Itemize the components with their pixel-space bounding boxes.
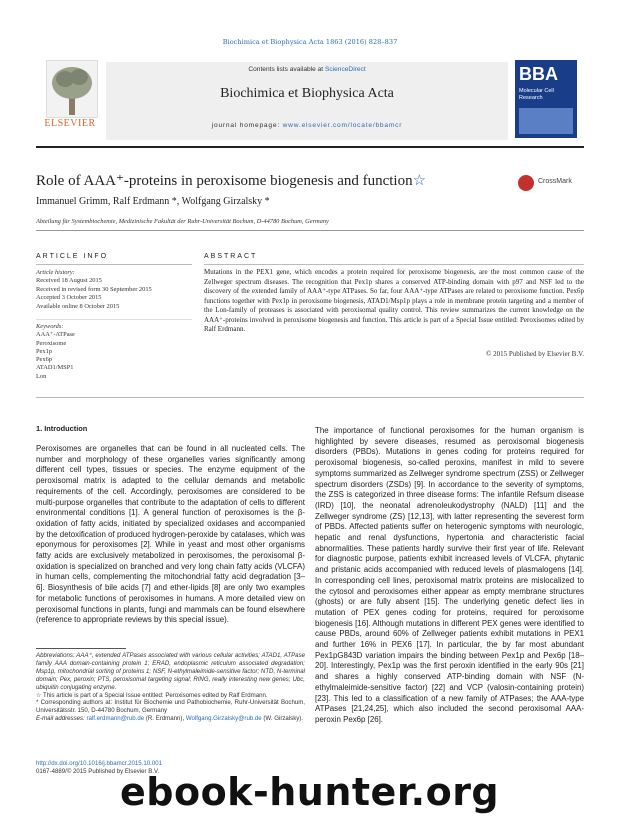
abstract-text: Mutations in the PEX1 gene, which encodes a protein required for peroxisome biogenesis, are the most common cause of the Zellweger spectrum diseases. The recognition that Pex1p shares a conserved ATP-binding domain with p97 and NSF led to the discovery of the extended family of AAA⁺-type ATPases. So far, four AAA⁺-type ATPases are related to peroxisome function. Pex6p functions together with Pex1p in peroxisome biogenesis, ATAD1/Msp1p plays a role in membrane protein targeting and a member of the Lon-family of proteases is associated with peroxisomal quality control. This review summarizes the current knowledge on the AAA⁺-proteins involved in peroxisome biogenesis and function. This article is part of a Special Issue entitled: Peroxisomes edited by Ralf Erdmann. xyxy=(204,268,584,334)
email-link-erdmann[interactable]: ralf.erdmann@rub.de xyxy=(86,715,145,723)
contents-line xyxy=(106,66,508,73)
keyword-item: Lon xyxy=(36,372,47,380)
abstract-copyright: © 2015 Published by Elsevier B.V. xyxy=(486,350,584,358)
history-item: Accepted 3 October 2015 xyxy=(36,294,102,302)
journal-title: Biochimica et Biophysica Acta xyxy=(220,86,394,101)
keyword-item: Pex1p xyxy=(36,347,52,355)
history-item: Received in revised form 30 September 2015 xyxy=(36,285,152,293)
watermark: ebook-hunter.org xyxy=(120,770,500,814)
elsevier-wordmark: ELSEVIER xyxy=(44,118,96,129)
journal-cover xyxy=(515,60,577,138)
crossmark-label: CrossMark xyxy=(538,178,572,185)
article-info-heading: ARTICLE INFO xyxy=(36,253,109,260)
crossmark-icon xyxy=(518,175,534,191)
issn-line: 0167-4889/© 2015 Published by Elsevier B.V. xyxy=(36,768,160,775)
journal-banner xyxy=(106,62,508,140)
email-link-girzalsky[interactable]: Wolfgang.Girzalsky@rub.de xyxy=(185,715,262,723)
article-info-rule xyxy=(36,264,192,265)
keyword-item: Pex6p xyxy=(36,356,52,364)
masthead-rule xyxy=(36,146,584,148)
article-title-text: Role of AAA⁺-proteins in peroxisome biogenesis and function xyxy=(36,173,413,189)
email-label: E-mail addresses: xyxy=(36,715,85,723)
elsevier-logo xyxy=(40,60,100,134)
homepage-line xyxy=(106,122,508,129)
authors: Immanuel Grimm, Ralf Erdmann *, Wolfgang Girzalsky * xyxy=(36,196,270,207)
affiliation: Abteilung für Systembiochemie, Medizinische Fakultät der Ruhr-Universität Bochum, D-44780 Bochum, Germany xyxy=(36,218,329,225)
email-name-erdmann: (R. Erdmann), xyxy=(145,715,185,723)
crossmark-badge[interactable] xyxy=(518,175,588,193)
keyword-item: ATAD1/MSP1 xyxy=(36,364,74,372)
sciencedirect-link[interactable]: ScienceDirect xyxy=(324,66,366,73)
doi-link[interactable]: http://dx.doi.org/10.1016/j.bbamcr.2015.10.001 xyxy=(36,760,163,767)
history-item: Received 18 August 2015 xyxy=(36,277,102,285)
footnote-rule xyxy=(36,648,126,649)
abstract-heading: ABSTRACT xyxy=(204,253,258,260)
history-item: Available online 8 October 2015 xyxy=(36,302,120,310)
homepage-prefix: journal homepage: xyxy=(211,122,280,129)
email-name-girzalsky: (W. Girzalsky). xyxy=(263,715,304,723)
cover-image xyxy=(519,108,573,134)
email-footnote xyxy=(36,715,305,723)
keywords-rule xyxy=(36,319,192,320)
history-label: Article history: xyxy=(36,269,75,276)
journal-masthead xyxy=(40,60,580,142)
body-column-left: Peroxisomes are organelles that can be found in all nucleated cells. The number and morphology of these organelles varies significantly among different cell types, tissues or species. The enzyme equipment of the peroxisomal matrix is adapted to the cellular demands and metabolic requirements of the cell. Accordingly, peroxisomes are considered to be multi-purpose organelles that contribute to the adaptation of cells to different environmental conditions [1]. A general function of peroxisomes is the β-oxidation of fatty acids, initiated by specialized oxidases and accompanied by the detoxification of produced hydrogen-peroxide by catalases, which was eponymous for peroxisomes [2]. While in yeast and most other organisms fatty acids are exclusively metabolized in peroxisomes, the peroxisomal β-oxidation is specialized on branched and very long chain fatty acids (VLCFA) in human cells, complementing the mitochondrial fatty acid degradation [3–6]. Biosynthesis of bile acids [7] and ether-lipids [8] are only two examples for metabolic functions of peroxisomes in humans. A more detailed view on peroxisomal functions in plants, fungi and mammals can be found elsewhere (reference to appropriate reviews by this special issue). xyxy=(36,444,305,625)
footnotes xyxy=(36,652,305,723)
keywords xyxy=(36,323,192,381)
contents-prefix: Contents lists available at xyxy=(248,66,324,73)
article-title xyxy=(36,171,476,190)
keyword-item: Peroxisome xyxy=(36,339,67,347)
abstract-bottom-rule xyxy=(36,397,584,398)
cover-subtitle: Molecular Cell Research xyxy=(519,88,554,101)
keyword-item: AAA⁺-ATPase xyxy=(36,331,75,339)
keywords-label: Keywords: xyxy=(36,323,64,330)
article-history xyxy=(36,269,192,311)
cover-title: BBA xyxy=(519,64,558,84)
abstract-rule xyxy=(204,264,584,265)
homepage-link[interactable]: www.elsevier.com/locate/bbamcr xyxy=(282,122,403,129)
special-issue-footnote: ☆ This article is part of a Special Issue entitled: Peroxisomes edited by Ralf Erdmann. xyxy=(36,691,268,699)
elsevier-tree-icon xyxy=(46,60,98,118)
running-head: Biochimica et Biophysica Acta 1863 (2016) 828–837 xyxy=(222,38,398,46)
body-column-right: The importance of functional peroxisomes for the human organism is highlighted by severe diseases, resumed as peroxisomal biogenesis disorders (PBDs). Mutations in genes coding for proteins required for peroxisomal biogenesis, so-called peroxins, manifest in mild to severe symptoms summarized as Zellweger syndrome spectrum (ZSS) or Zellweger spectrum disorders (ZSDs) [9]. In accordance to the severity of symptoms, the ZSS is categorized in three disease forms: The infantile Refsum disease (IRD) [10], the neonatal adrenoleukodystrophy (NALD) [11] and the Zellweger syndrome (ZS) [12,13], with latter representing the severest form of PBDs. Affected patients suffer on heterogenic symptoms with neurologic, hepatic and renal dysfunctions, hypertonia and characteristic facial abnormalities. These patients hardly survive their first year of life. Relevant for diagnostic purpose, patients exhibit increased levels of VLCFA, phytanic and pristanic acids accompanied with reduced levels of plasmalogens [14]. In corresponding cell lines, peroxisomal matrix proteins are mislocalized to the cytosol and peroxisomes either appear as empty membrane structures (ghosts) or are fully absent [15]. The underlying genetic defect lies in mutation of PEX genes coding for proteins, required for peroxisome biogenesis [16]. Although mutations in different PEX genes were identified to cause PBDs, around 60% of Zellweger patients exhibit mutations in PEX1 and further 16% in PEX6 [17]. In particular, the by far most abundant Pex1pG843D variation impairs the binding between Pex1p and Pex6p [18–20]. Interestingly, Pex1p was the first peroxin identified in the early 90s [21] and shares a highly conserved ATP-binding domain with NSF (N-ethylmaleimide-sensitive factor) [22] and VCP (valosin-containing protein) [23]. This led to a classification of a new family of ATPases; the AAA-type ATPases [21,24,25], which also included the second peroxisomal AAA-peroxin Pex6p [26]. xyxy=(315,426,584,724)
introduction-heading: 1. Introduction xyxy=(36,424,88,433)
abbreviations-footnote: Abbreviations: AAA⁺, extended ATPases associated with various cellular activities; ATAD1, ATPase family AAA domain-containing protein 1; ERAD, endoplasmic reticulum associated degradation; Msp1p, mitochondrial sorting of proteins 1; NSF, N-ethylmaleimide-sensitive factor; NTD, N-terminal domain; Pex, peroxin; PTS, peroxisomal targeting signal; RING, really interesting new genes; Ubc, ubiquitin conjugating enzyme. xyxy=(36,652,305,691)
header-rule xyxy=(36,230,584,231)
corresponding-footnote: * Corresponding authors at: Institut für Biochemie und Pathobiochemie, Ruhr-Universität Bochum, Universitätsstr. 150, D-44780 Bochum, Germany xyxy=(36,699,305,715)
title-footnote-star[interactable]: ☆ xyxy=(412,173,427,189)
